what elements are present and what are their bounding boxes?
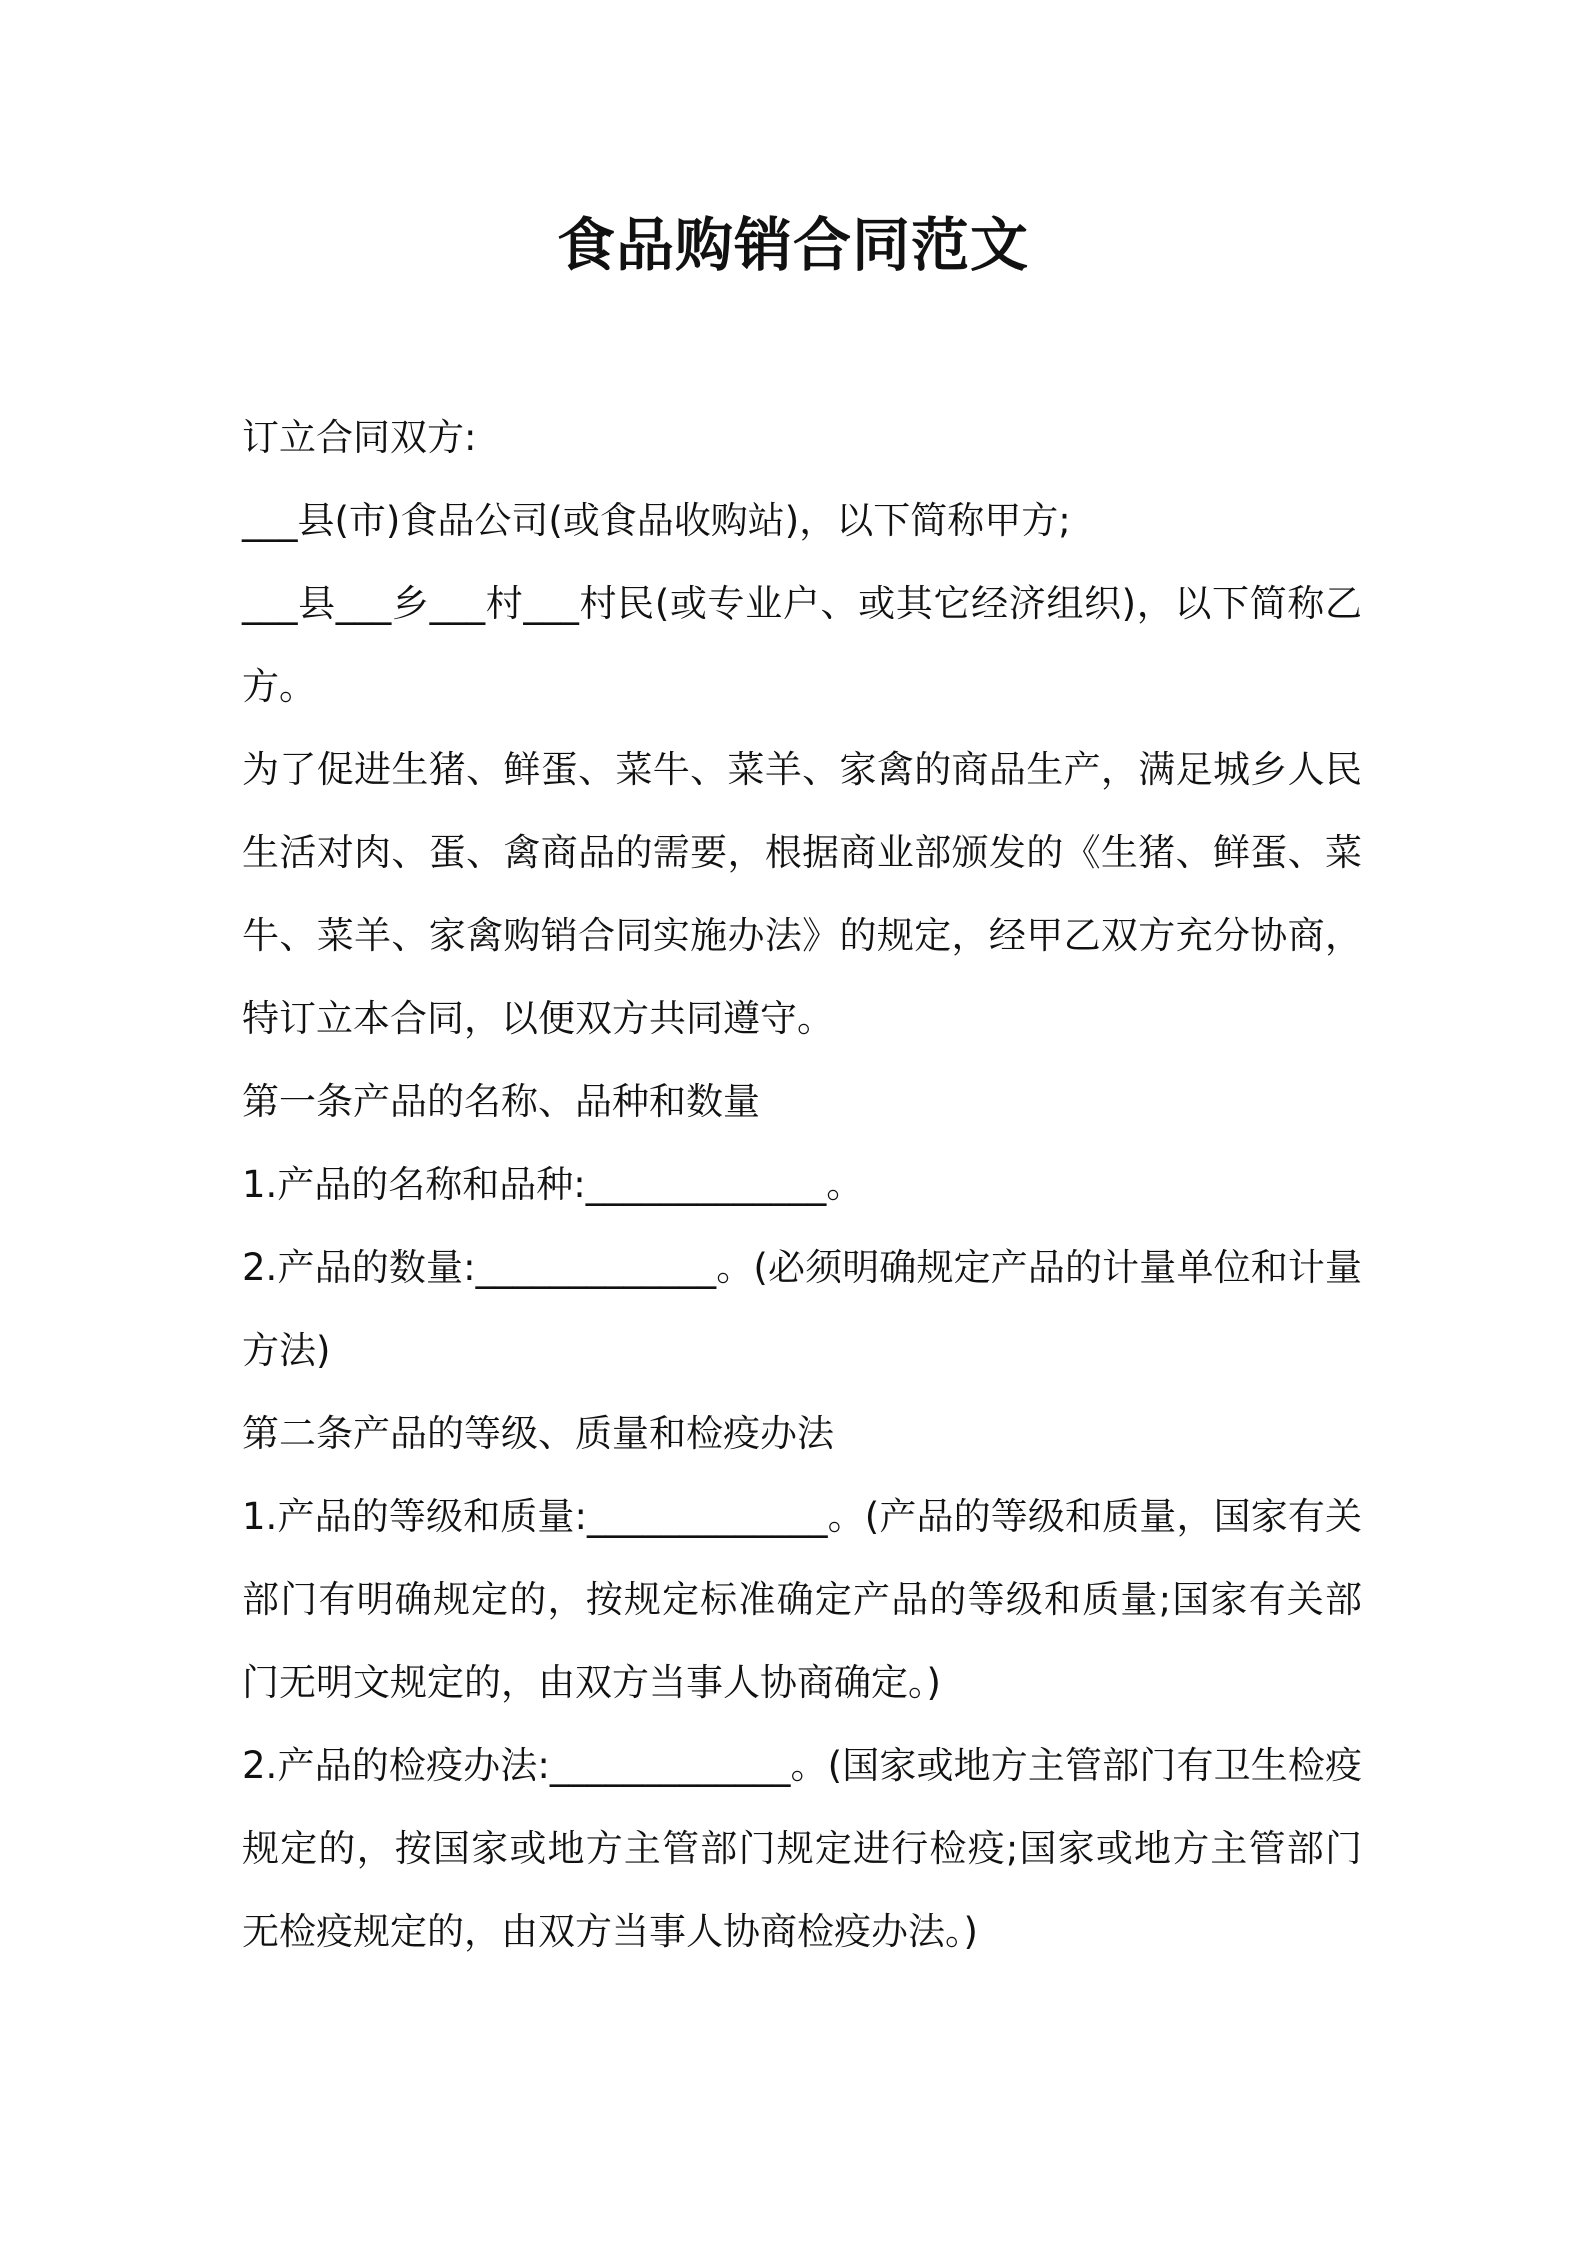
contract-parties-heading: 订立合同双方: bbox=[242, 416, 477, 459]
document-title: 食品购销合同范文 bbox=[556, 211, 1029, 279]
party-b-line: ___县___乡___村___村民(或专业户、或其它经济组织)，以下简称乙方。 bbox=[242, 582, 1362, 708]
article-1-item-1: 1.产品的名称和品种:_____________。 bbox=[242, 1163, 864, 1206]
article-2-item-2: 2.产品的检疫办法:_____________。(国家或地方主管部门有卫生检疫规定的，按国家或地方主管部门规定进行检疫;国家或地方主管部门无检疫规定的，由双方当事人协商检疫办法。) bbox=[242, 1744, 1362, 1953]
article-1-heading: 第一条产品的名称、品种和数量 bbox=[242, 1080, 760, 1123]
preamble-paragraph: 为了促进生猪、鲜蛋、菜牛、菜羊、家禽的商品生产，满足城乡人民生活对肉、蛋、禽商品的需要，根据商业部颁发的《生猪、鲜蛋、菜牛、菜羊、家禽购销合同实施办法》的规定，经甲乙双方充分协商，特订立本合同，以便双方共同遵守。 bbox=[242, 748, 1362, 1040]
document-body bbox=[242, 396, 1362, 1973]
article-2-heading: 第二条产品的等级、质量和检疫办法 bbox=[242, 1412, 834, 1455]
party-a-line: ___县(市)食品公司(或食品收购站)，以下简称甲方; bbox=[242, 499, 1071, 542]
article-2-item-1: 1.产品的等级和质量:_____________。(产品的等级和质量，国家有关部门有明确规定的，按规定标准确定产品的等级和质量;国家有关部门无明文规定的，由双方当事人协商确定。) bbox=[242, 1495, 1362, 1704]
article-1-item-2: 2.产品的数量:_____________。(必须明确规定产品的计量单位和计量方法) bbox=[242, 1246, 1362, 1372]
